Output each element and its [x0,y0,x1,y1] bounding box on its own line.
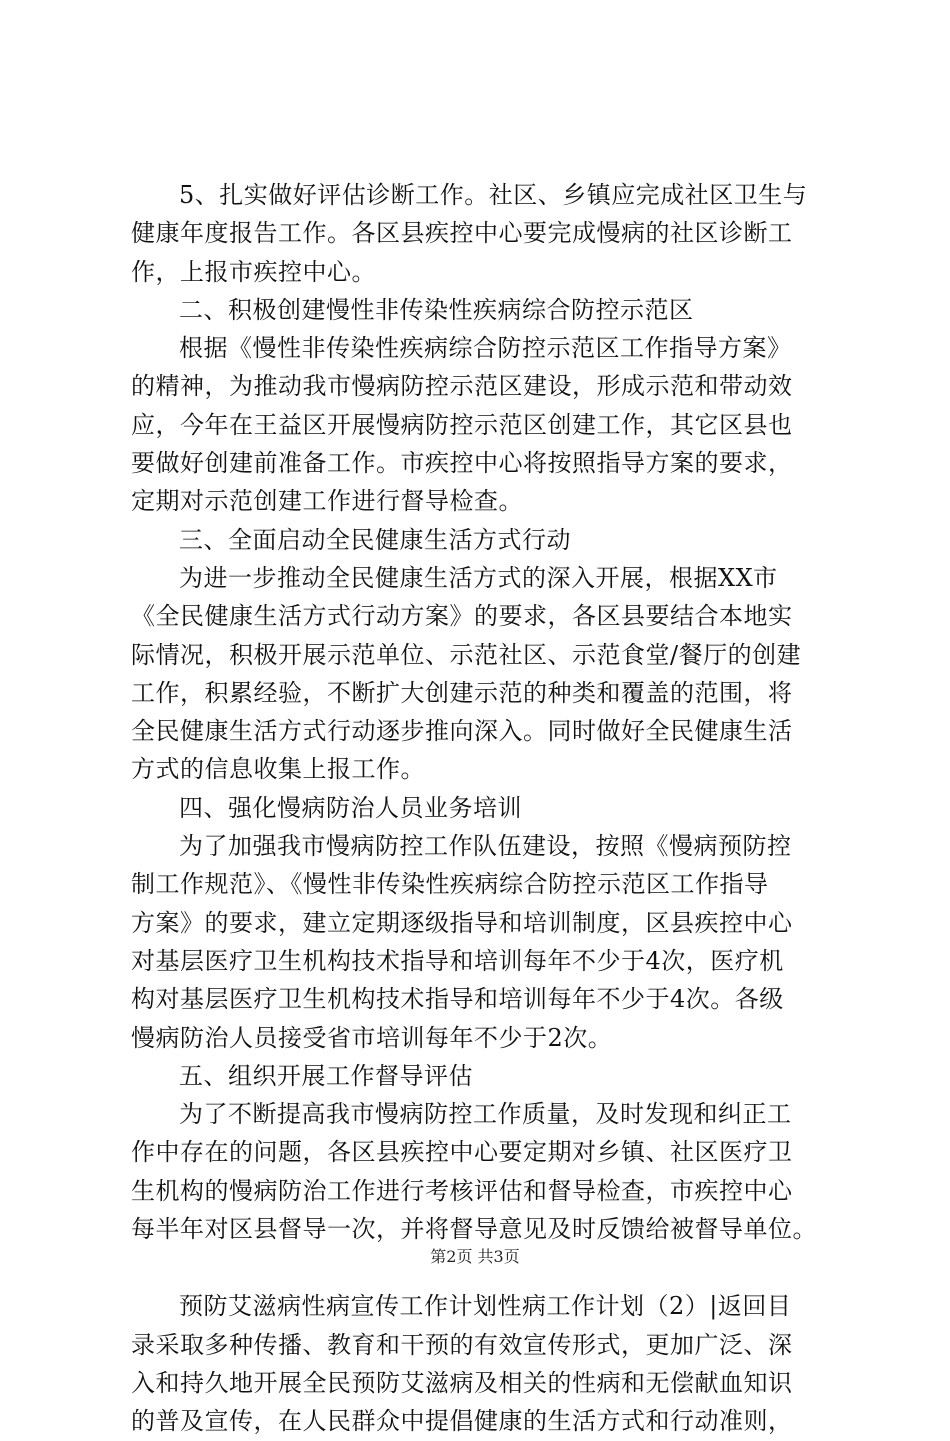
paragraph-line: 为进一步推动全民健康生活方式的深入开展，根据XX市 [179,563,778,592]
paragraph-line: 要做好创建前准备工作。市疾控中心将按照指导方案的要求， [131,449,793,478]
paragraph-line: 《全民健康生活方式行动方案》的要求，各区县要结合本地实 [131,602,793,631]
paragraph-line: 方案》的要求，建立定期逐级指导和培训制度，区县疾控中心 [131,908,793,937]
paragraph-line: 为了加强我市慢病防控工作队伍建设，按照《慢病预防控 [179,832,792,861]
paragraph-line: 对基层医疗卫生机构技术指导和培训每年不少于4次，医疗机 [131,946,784,975]
section-heading-2: 二、积极创建慢性非传染性疾病综合防控示范区 [179,295,694,324]
paragraph-line: 健康年度报告工作。各区县疾控中心要完成慢病的社区诊断工 [131,219,793,248]
section-heading-4: 四、强化慢病防治人员业务培训 [179,793,522,822]
paragraph-line: 生机构的慢病防治工作进行考核评估和督导检查，市疾控中心 [131,1176,793,1205]
paragraph-line: 构对基层医疗卫生机构技术指导和培训每年不少于4次。各级 [131,985,784,1014]
paragraph-line: 的精神，为推动我市慢病防控示范区建设，形成示范和带动效 [131,372,793,401]
paragraph-line: 方式的信息收集上报工作。 [131,755,425,784]
paragraph-line: 每半年对区县督导一次，并将督导意见及时反馈给被督导单位。 [131,1215,817,1244]
paragraph-line: 定期对示范创建工作进行督导检查。 [131,487,523,516]
paragraph-line: 为了不断提高我市慢病防控工作质量，及时发现和纠正工 [179,1100,792,1129]
paragraph-line: 作中存在的问题，各区县疾控中心要定期对乡镇、社区医疗卫 [131,1138,793,1167]
paragraph-line: 全民健康生活方式行动逐步推向深入。同时做好全民健康生活 [131,717,793,746]
paragraph-line: 应，今年在王益区开展慢病防控示范区创建工作，其它区县也 [131,410,793,439]
paragraph-line: 录采取多种传播、教育和干预的有效宣传形式，更加广泛、深 [131,1330,793,1359]
paragraph-line: 预防艾滋病性病宣传工作计划性病工作计划（2）|返回目 [179,1292,792,1321]
paragraph-line: 作，上报市疾控中心。 [131,257,376,286]
paragraph-line: 工作，积累经验，不断扩大创建示范的种类和覆盖的范围，将 [131,678,793,707]
paragraph-line: 制工作规范》、《慢性非传染性疾病综合防控示范区工作指导 [131,870,769,899]
page-number-footer: 第2页 共3页 [430,1247,520,1266]
section-heading-5: 五、组织开展工作督导评估 [179,1061,473,1090]
section-heading-3: 三、全面启动全民健康生活方式行动 [179,525,571,554]
paragraph-line: 根据《慢性非传染性疾病综合防控示范区工作指导方案》 [179,334,792,363]
paragraph-line: 5、扎实做好评估诊断工作。社区、乡镇应完成社区卫生与 [179,181,808,209]
paragraph-line: 入和持久地开展全民预防艾滋病及相关的性病和无偿献血知识 [131,1368,793,1397]
paragraph-line: 际情况，积极开展示范单位、示范社区、示范食堂/餐厅的创建 [131,640,802,669]
paragraph-line: 慢病防治人员接受省市培训每年不少于2次。 [131,1023,613,1052]
paragraph-line: 的普及宣传，在人民群众中提倡健康的生活方式和行动准则， [131,1407,793,1436]
